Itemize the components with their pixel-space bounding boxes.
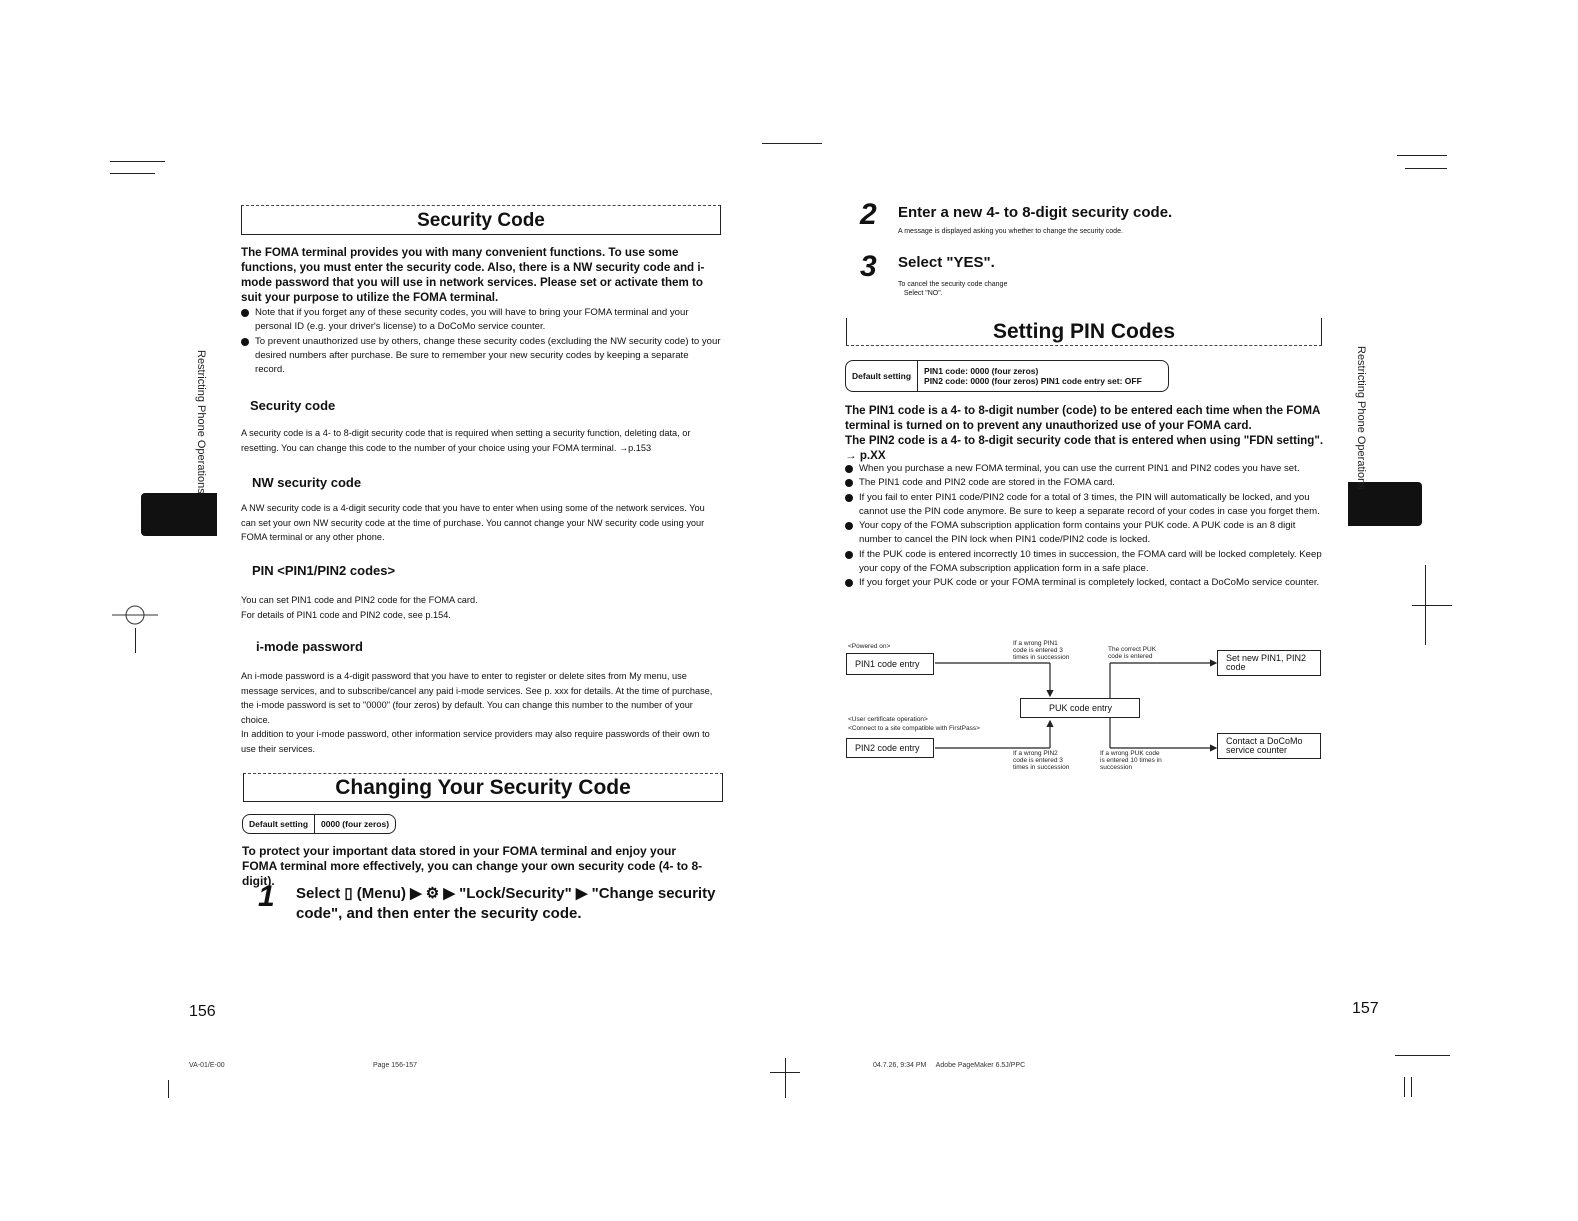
footer-page: Page 156-157	[373, 1062, 417, 1069]
crop-mark	[110, 173, 155, 174]
crop-mark	[770, 1072, 800, 1073]
list-item: Note that if you forget any of these security codes, you will have to bring your FOMA terminal and your personal ID (e.g. your driver's license) to a DoCoMo service counter.	[241, 306, 721, 335]
default-setting-label: Default setting	[846, 361, 918, 391]
pin-bullets	[845, 462, 1325, 591]
crop-mark	[1395, 1055, 1450, 1056]
security-code-body: A security code is a 4- to 8-digit security code that is required when setting a security function, deleting data, or resetting. You can change this code to the number of your choice using your FOMA terminal. →p.153	[241, 428, 691, 453]
flow-box-pin1-entry: PIN1 code entry	[846, 653, 934, 675]
security-intro: The FOMA terminal provides you with many convenient functions. To use some functions, you must enter the security code. Also, there is a NW security code and i-mode password that you will use in network services. Please set or activate them to suit your purpose to utilize the FOMA terminal.	[241, 246, 705, 304]
footer-timestamp: 04.7.26, 9:34 PM Adobe PageMaker 6.5J/PPC	[873, 1062, 1026, 1069]
crop-mark	[1397, 155, 1447, 156]
pin-intro: The PIN1 code is a 4- to 8-digit number (code) to be entered each time when the FOMA terminal is turned on to prevent any unauthorized use of your FOMA card. The PIN2 code is a 4- to 8-digit security code that is entered when using "FDN setting". → p.XX	[845, 404, 1324, 462]
step-number: 1	[258, 880, 275, 913]
step-title: Select "YES".	[898, 254, 995, 271]
default-setting-box	[845, 360, 1169, 392]
crop-mark	[785, 1058, 786, 1098]
nw-security-code-body: A NW security code is a 4-digit security code that you have to enter when using some of the network services. You can set your own NW security code at the time of purchase. You cannot change your NW security code using your FOMA terminal or any other phone.	[241, 503, 705, 542]
section-heading-pin-codes: Setting PIN Codes	[846, 318, 1322, 346]
default-line: PIN2 code: 0000 (four zeros) PIN1 code entry set: OFF	[924, 376, 1142, 386]
default-line: PIN1 code: 0000 (four zeros)	[924, 366, 1039, 376]
step-title: Enter a new 4- to 8-digit security code.	[898, 204, 1173, 221]
crop-mark	[1404, 1077, 1405, 1097]
list-item: If you forget your PUK code or your FOMA terminal is completely locked, contact a DoCoMo service counter.	[845, 576, 1325, 590]
default-setting-label: Default setting	[243, 815, 315, 833]
flow-box-contact-docomo: Contact a DoCoMo service counter	[1217, 733, 1321, 759]
page-number: 156	[189, 1003, 216, 1020]
crop-mark	[1412, 605, 1452, 606]
flow-label-connect: <Connect to a site compatible with FirstPass>	[848, 725, 980, 732]
flow-box-pin2-entry: PIN2 code entry	[846, 738, 934, 758]
page-number: 157	[1352, 1000, 1379, 1017]
crop-mark	[1405, 168, 1447, 169]
list-item: If the PUK code is entered incorrectly 10 times in succession, the FOMA card will be locked completely. Keep your copy of the FOMA subscription application form in a safe place.	[845, 548, 1325, 577]
flow-box-set-new-pin: Set new PIN1, PIN2 code	[1217, 650, 1321, 676]
list-item: To prevent unauthorized use by others, change these security codes (excluding the NW security code) to your desired numbers after purchase. Be sure to remember your new security codes by keeping a separate record.	[241, 335, 721, 378]
section-heading-changing-code: Changing Your Security Code	[243, 773, 723, 802]
crop-mark	[135, 628, 136, 653]
flow-note: If a wrong PIN1 code is entered 3 times in succession	[1013, 640, 1070, 661]
step-number: 3	[860, 250, 877, 283]
list-item: When you purchase a new FOMA terminal, you can use the current PIN1 and PIN2 codes you have set.	[845, 462, 1325, 476]
footer-file: VA-01/E-00	[189, 1062, 225, 1069]
list-item: The PIN1 code and PIN2 code are stored in the FOMA card.	[845, 476, 1325, 490]
default-setting-box	[242, 814, 396, 834]
step-note: To cancel the security code change Select "NO".	[898, 281, 1008, 297]
subheading-nw-security-code: NW security code	[252, 475, 362, 490]
flow-note: If a wrong PUK code is entered 10 times in succession	[1100, 750, 1162, 771]
list-item: Your copy of the FOMA subscription application form contains your PUK code. A PUK code is an 8 digit number to cancel the PIN lock when PIN1 code/PIN2 code is locked.	[845, 519, 1325, 548]
crop-mark	[110, 161, 165, 162]
step-number: 2	[860, 198, 877, 231]
imode-password-body: An i-mode password is a 4-digit password that you have to enter to register or delete sites from My menu, use message services, and to subscribe/cancel any paid i-mode services. See p. xxx for details. At the time of purchase, the i-mode password is set to "0000" (four zeros) by default. You can change this number to the number of your choice. In addition to your i-mode password, other information service providers may also require passwords of their own to use their services.	[241, 671, 713, 754]
list-item: If you fail to enter PIN1 code/PIN2 code for a total of 3 times, the PIN will automatically be locked, and you cannot use the PIN code anymore. Be sure to keep a separate record of your codes in case you forget them.	[845, 491, 1325, 520]
default-setting-value: 0000 (four zeros)	[321, 819, 390, 829]
flow-box-puk-entry: PUK code entry	[1020, 698, 1140, 718]
flow-note: The correct PUK code is entered	[1108, 646, 1157, 660]
subheading-pin: PIN <PIN1/PIN2 codes>	[252, 563, 396, 578]
subheading-security-code: Security code	[250, 398, 336, 413]
subheading-imode-password: i-mode password	[256, 639, 363, 654]
security-bullets	[241, 306, 721, 377]
step-text: Select ▯ (Menu) ▶ ⚙ ▶ "Lock/Security" ▶ "Change security code", and then enter the security code.	[296, 885, 716, 922]
crop-mark	[762, 143, 822, 144]
side-label: Restricting Phone Operations	[1355, 346, 1367, 490]
crop-mark	[1411, 1077, 1412, 1097]
pin-body: You can set PIN1 code and PIN2 code for the FOMA card. For details of PIN1 code and PIN2 code, see p.154.	[241, 595, 478, 620]
step-note: A message is displayed asking you whether to change the security code.	[898, 228, 1123, 235]
registration-mark-icon	[112, 600, 158, 630]
side-label: Restricting Phone Operations	[195, 350, 207, 494]
flow-label-user-cert: <User certificate operation>	[848, 716, 928, 723]
crop-mark	[168, 1080, 169, 1098]
flow-label-powered-on: <Powered on>	[848, 643, 891, 650]
flow-note: If a wrong PIN2 code is entered 3 times in succession	[1013, 750, 1070, 771]
changing-intro: To protect your important data stored in your FOMA terminal and enjoy your FOMA terminal more effectively, you can change your own security code (4- to 8-digit).	[242, 844, 703, 888]
chapter-tab	[141, 493, 217, 536]
section-heading-security-code: Security Code	[241, 205, 721, 235]
default-setting-values	[918, 361, 1148, 391]
